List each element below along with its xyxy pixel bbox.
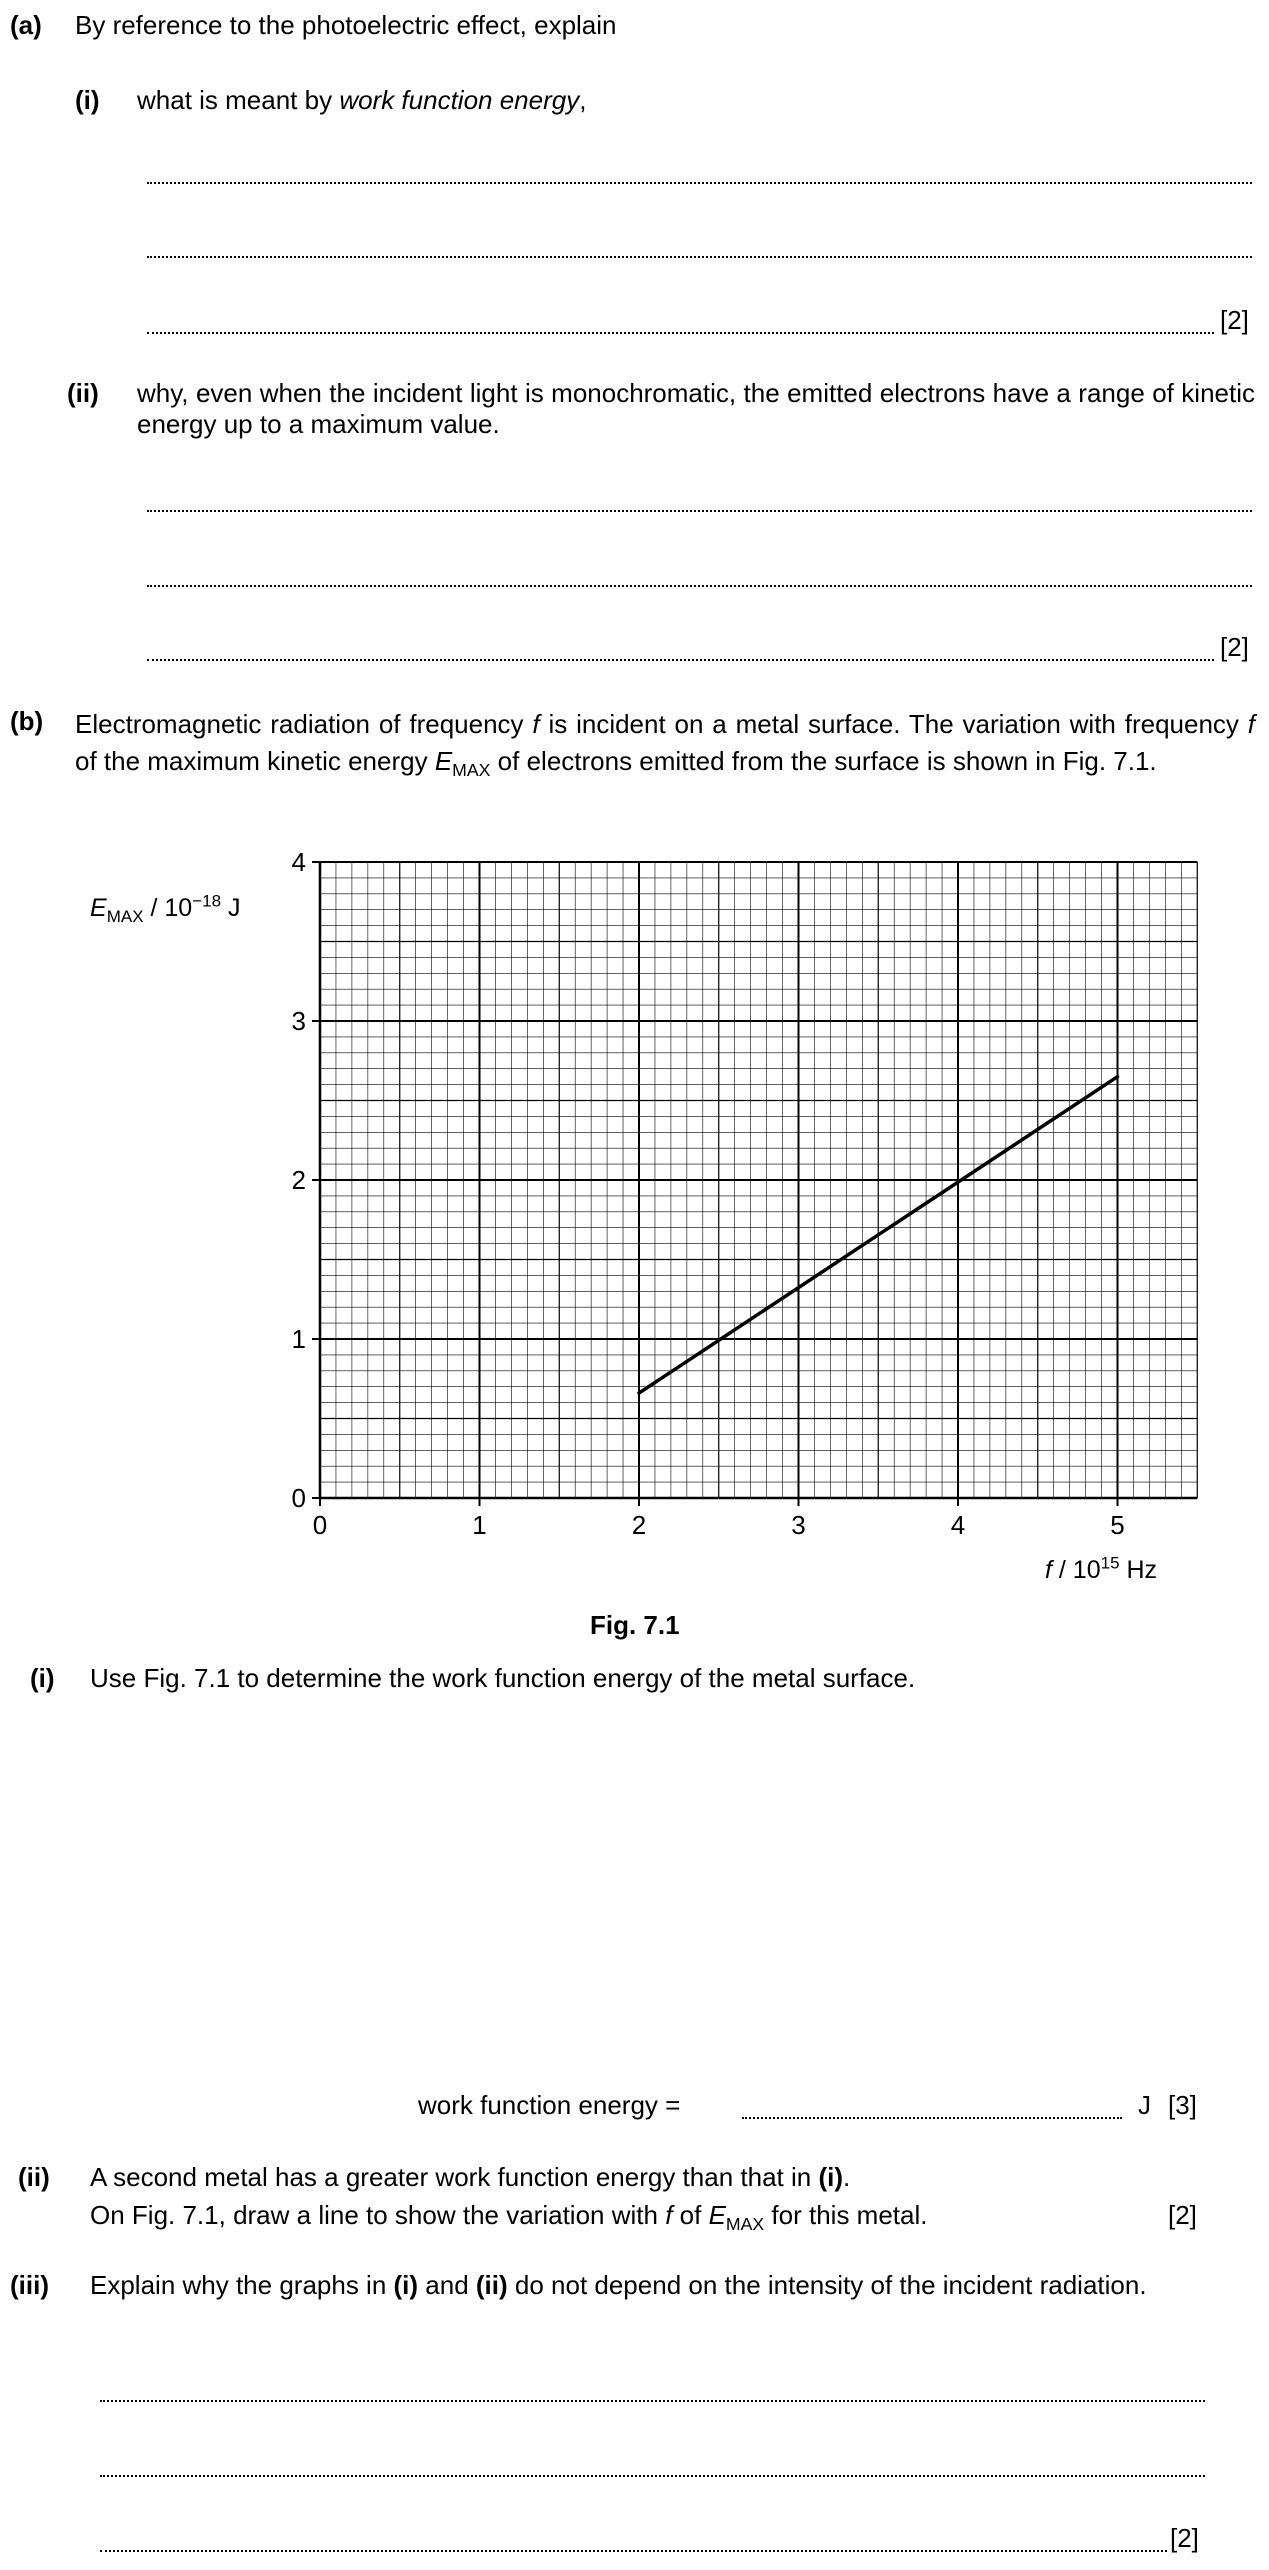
part-b-ii-line1: A second metal has a greater work function energy than that in (i). — [90, 2162, 851, 2192]
part-b-iii-question: Explain why the graphs in (i) and (ii) do not depend on the intensity of the incident radiation. — [90, 2270, 1147, 2300]
x-axis-label: f / $10^{15}$ Hz — [1045, 1553, 1158, 1584]
y-tick-labels — [292, 847, 306, 1513]
part-b-label: (b) — [10, 706, 44, 736]
answer-line[interactable] — [100, 2475, 1205, 2477]
y-tick-label: 3 — [291, 1006, 306, 1036]
part-b-i-question: Use Fig. 7.1 to determine the work function energy of the metal surface. — [90, 1663, 916, 1693]
part-b-ii-label: (ii) — [18, 2162, 50, 2192]
y-tick-label: 2 — [291, 1165, 306, 1195]
part-a-i-question: what is meant by work function energy, — [137, 85, 587, 115]
answer-line[interactable] — [100, 2400, 1205, 2402]
x-tick-label: 0 — [312, 1510, 328, 1540]
part-b-intro: Electromagnetic radiation of frequency f is incident on a metal surface. The variation with frequency f of the maximum kinetic energy $E_{MAX}$ of electrons emitted from the surface is shown in Fig. 7.1. — [75, 709, 1255, 781]
part-b-i-label: (i) — [30, 1663, 55, 1693]
x-tick-label: 5 — [1110, 1510, 1125, 1540]
part-a-i-label: (i) — [75, 85, 100, 115]
answer-line[interactable] — [100, 2550, 1167, 2552]
y-tick-label: 1 — [291, 1324, 306, 1354]
answer-unit: J — [1138, 2090, 1151, 2120]
part-b-ii-line2: On Fig. 7.1, draw a line to show the variation with f of $E_{MAX}$ for this metal. — [90, 2200, 928, 2235]
part-b-iii-label: (iii) — [10, 2270, 49, 2300]
answer-label: work function energy = — [418, 2090, 681, 2120]
y-axis-label: $E_{MAX} / 10^{-18}$ J — [90, 891, 241, 926]
part-a-intro: By reference to the photoelectric effect, explain — [75, 10, 617, 40]
tick-marks — [312, 862, 1118, 1506]
figure-caption: Fig. 7.1 — [590, 1610, 680, 1640]
x-tick-label: 1 — [472, 1510, 487, 1540]
marks-a-ii: [2] — [1220, 632, 1249, 662]
part-a-label: (a) — [10, 10, 42, 40]
part-a-ii-label: (ii) — [67, 378, 99, 408]
marks-b-iii: [2] — [1170, 2523, 1199, 2553]
y-tick-label: 0 — [291, 1483, 306, 1513]
x-tick-label: 2 — [631, 1510, 647, 1540]
y-tick-label: 4 — [291, 847, 306, 877]
x-tick-labels — [313, 1510, 1125, 1540]
x-tick-label: 4 — [950, 1510, 966, 1540]
part-a-ii-question: why, even when the incident light is monochromatic, the emitted electrons have a range of kinetic energy up to a maximum value. — [137, 378, 1255, 440]
x-tick-label: 3 — [791, 1510, 806, 1540]
marks-a-i: [2] — [1220, 305, 1249, 335]
work-function-answer-line[interactable] — [742, 2117, 1122, 2119]
marks-b-ii: [2] — [1168, 2200, 1197, 2230]
marks-b-i: [3] — [1168, 2090, 1197, 2120]
